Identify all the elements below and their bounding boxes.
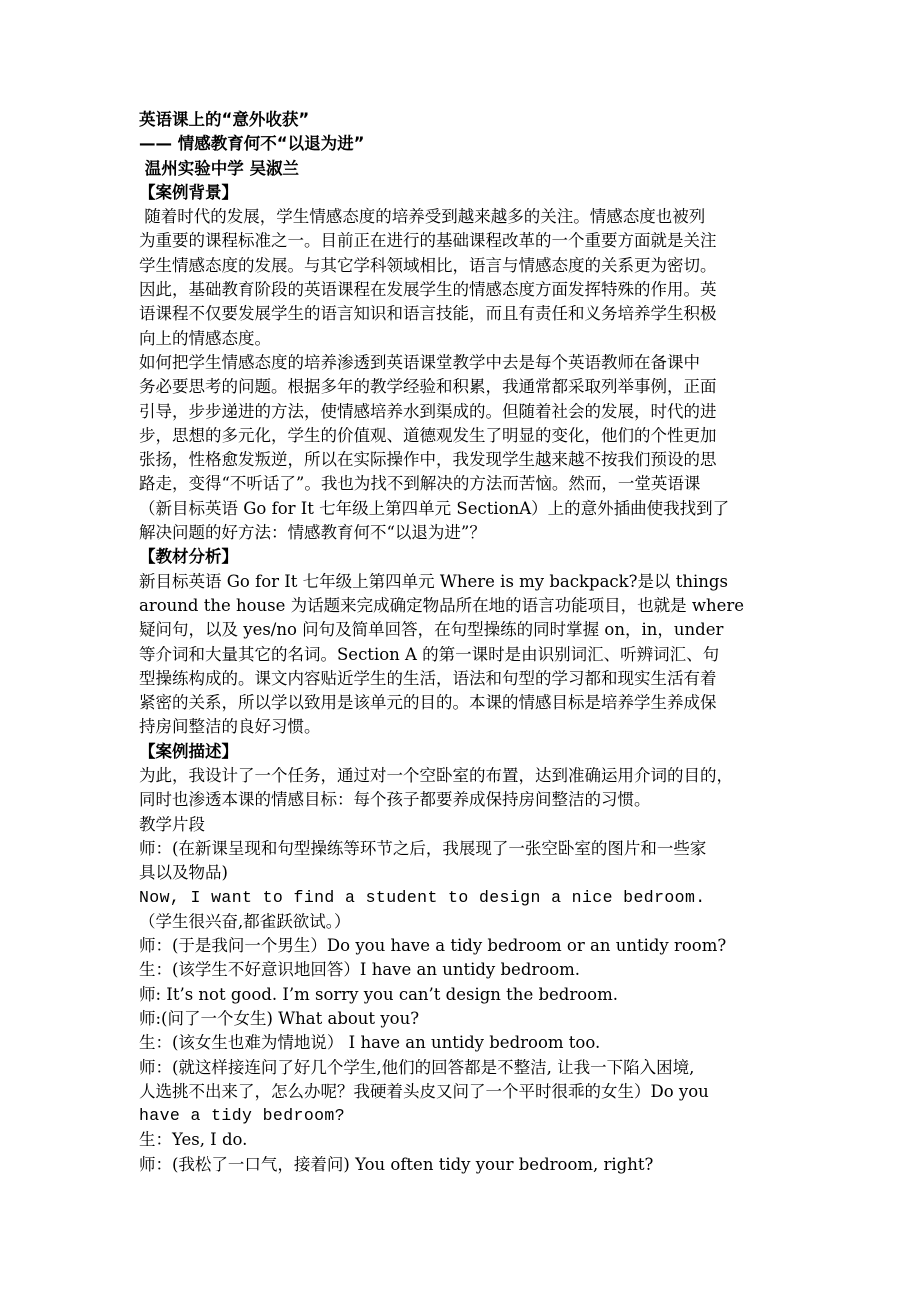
dialogue-line: 师:(问了一个女生) What about you? (139, 1008, 420, 1028)
dialogue-line: 生：(该女生也难为情地说） I have an untidy bedroom too. (139, 1033, 601, 1053)
paragraph-line: 随着时代的发展，学生情感态度的培养受到越来越多的关注。情感态度也被列 (139, 207, 706, 227)
paragraph-line: 等介词和大量其它的名词。Section A 的第一课时是由识别词汇、听辨词汇、句 (139, 644, 720, 664)
document-title: 英语课上的“意外收获” (139, 110, 310, 129)
paragraph-line: 向上的情感态度。 (139, 328, 271, 348)
paragraph-line: 持房间整洁的良好习惯。 (139, 717, 321, 737)
section-heading-analysis: 【教材分析】 (139, 547, 238, 567)
paragraph-line: 因此，基础教育阶段的英语课程在发展学生的情感态度方面发挥特殊的作用。英 (139, 280, 717, 300)
paragraph-line: 新目标英语 Go for It 七年级上第四单元 Where is my backpack?是以 things (139, 571, 728, 591)
paragraph-line: 疑问句，以及 yes/no 问句及简单回答，在句型操练的同时掌握 on，in，under (139, 620, 724, 640)
paragraph-line: 为此，我设计了一个任务，通过对一个空卧室的布置，达到准确运用介词的目的， (139, 766, 733, 786)
document-author: 温州实验中学 吴淑兰 (139, 158, 299, 178)
dialogue-line: 师：(我松了一口气，接着问) You often tidy your bedroom, right? (139, 1154, 654, 1174)
dialogue-line: （学生很兴奋,都雀跃欲试。） (139, 911, 351, 931)
paragraph-line: around the house 为话题来完成确定物品所在地的语言功能项目，也就是 where (139, 595, 745, 615)
dialogue-line: 师：(在新课呈现和句型操练等环节之后，我展现了一张空卧室的图片和一些家 (139, 838, 707, 858)
dialogue-line: 生：Yes, I do. (139, 1130, 248, 1150)
section-heading-background: 【案例背景】 (139, 182, 238, 202)
paragraph-line: 步，思想的多元化，学生的价值观、道德观发生了明显的变化，他们的个性更加 (139, 425, 717, 445)
dialogue-line: 师: It’s not good. I’m sorry you can’t design the bedroom. (139, 984, 618, 1004)
dialogue-line: 师：(就这样接连问了好几个学生,他们的回答都是不整洁, 让我一下陷入困境, (139, 1057, 695, 1077)
paragraph-line: 张扬，性格愈发叛逆，所以在实际操作中，我发现学生越来越不按我们预设的思 (139, 450, 717, 470)
section-body-analysis (139, 570, 789, 740)
dialogue-line: have a tidy bedroom? (139, 1106, 346, 1126)
paragraph-line: 型操练构成的。课文内容贴近学生的生活，语法和句型的学习都和现实生活有着 (139, 668, 717, 688)
dialogue-line: Now, I want to find a student to design a nice bedroom. (139, 887, 706, 907)
paragraph-line: 路走，变得“不听话了”。我也为找不到解决的方法而苦恼。然而，一堂英语课 (139, 474, 701, 494)
paragraph-line: 为重要的课程标准之一。目前正在进行的基础课程改革的一个重要方面就是关注 (139, 231, 717, 251)
paragraph-line: 学生情感态度的发展。与其它学科领域相比，语言与情感态度的关系更为密切。 (139, 255, 717, 275)
paragraph-line: 语课程不仅要发展学生的语言知识和语言技能，而且有责任和义务培养学生积极 (139, 304, 717, 324)
section-body-description (139, 764, 789, 1177)
dialogue-line: 人选挑不出来了，怎么办呢？我硬着头皮又问了一个平时很乖的女生）Do you (139, 1081, 709, 1101)
dialogue-line: 生：(该学生不好意识地回答）I have an untidy bedroom. (139, 960, 581, 980)
paragraph-line: 解决问题的好方法：情感教育何不“以退为进”？ (139, 523, 486, 543)
dialogue-line: 具以及物品) (139, 863, 228, 883)
paragraph-line: 紧密的关系，所以学以致用是该单元的目的。本课的情感目标是培养学生养成保 (139, 693, 717, 713)
paragraph-line: 教学片段 (139, 814, 205, 834)
paragraph-line: 引导，步步递进的方法，使情感培养水到渠成的。但随着社会的发展，时代的进 (139, 401, 717, 421)
document-subtitle: —— 情感教育何不“以退为进” (139, 134, 365, 154)
dialogue-line: 师：(于是我问一个男生）Do you have a tidy bedroom or an untidy room? (139, 936, 727, 956)
paragraph-line: 务必要思考的问题。根据多年的教学经验和积累，我通常都采取列举事例，正面 (139, 377, 717, 397)
paragraph-line: 同时也渗透本课的情感目标：每个孩子都要养成保持房间整洁的习惯。 (139, 790, 651, 810)
section-body-background (139, 205, 789, 545)
section-heading-description: 【案例描述】 (139, 741, 238, 761)
paragraph-line: （新目标英语 Go for It 七年级上第四单元 SectionA）上的意外插曲使我找到了 (139, 498, 730, 518)
document-page (139, 108, 789, 1177)
paragraph-line: 如何把学生情感态度的培养渗透到英语课堂教学中去是每个英语教师在备课中 (139, 352, 700, 372)
